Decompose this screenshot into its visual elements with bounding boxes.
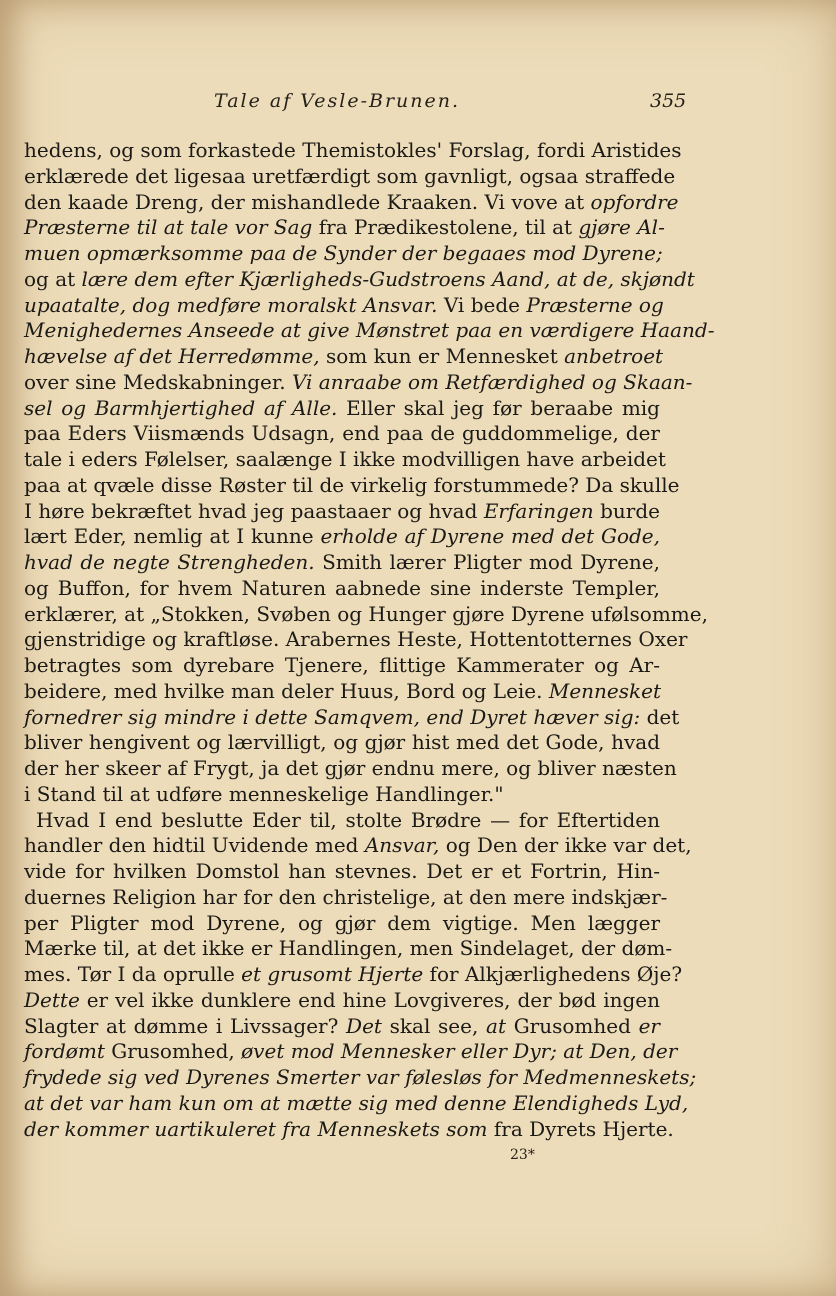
text-segment: paa Eders Viismænds Udsagn, end paa de guddommelige, der: [24, 421, 660, 446]
text-line: [24, 1039, 678, 1065]
text-segment: over sine Medskabninger.: [24, 369, 292, 394]
italic-text-segment: upaatalte, dog medføre moralskt Ansvar.: [24, 292, 438, 317]
text-line: [24, 266, 695, 293]
italic-text-segment: hvad de negte Strengheden.: [24, 550, 315, 574]
text-line: [24, 292, 664, 319]
page-header: [24, 90, 687, 118]
text-line: [24, 447, 666, 473]
text-segment: og at: [24, 266, 82, 291]
text-line: [24, 472, 680, 499]
text-segment: Grusomhed: [506, 1013, 639, 1038]
text-line: [24, 396, 660, 422]
text-segment: Smith lærer Pligter mod Dyrene,: [314, 550, 661, 574]
italic-text-segment: øvet mod Mennesker eller Dyr; at Den, der: [241, 1039, 678, 1064]
text-segment: vide for hvilken Domstol han stevnes. Det er et Fortrin, Hin-: [24, 859, 660, 883]
text-line: [24, 550, 660, 576]
text-segment: beidere, med hvilke man deler Huus, Bord og Leie.: [24, 678, 549, 703]
italic-text-segment: fordømt: [24, 1039, 105, 1064]
text-line: [24, 601, 708, 628]
text-segment: som kun er Mennesket: [319, 344, 565, 368]
text-line: [24, 1090, 689, 1117]
text-segment: lært Eder, nemlig at I kunne: [24, 524, 321, 549]
italic-text-segment: hævelse af det Herredømme,: [24, 344, 320, 368]
italic-text-segment: fornedrer sig mindre i dette Samqvem, end Dyret hæver sig:: [24, 704, 641, 729]
text-line: [24, 627, 688, 653]
text-line: [24, 756, 677, 782]
text-line: [24, 163, 676, 190]
text-segment: mes. Tør I da oprulle: [24, 962, 242, 986]
text-line: [24, 859, 660, 885]
text-segment: Grusomhed,: [104, 1039, 242, 1064]
text-segment: per Pligter mod Dyrene, og gjør dem vigtige. Men lægger: [24, 910, 660, 935]
text-segment: fra Prædikestolene, til at: [312, 215, 579, 240]
text-segment: skal see,: [381, 1013, 487, 1038]
text-segment: Hvad I end beslutte Eder til, stolte Brødre — for Eftertiden: [36, 807, 660, 832]
text-segment: hedens, og som forkastede Themistokles' Forslag, fordi Aristides: [24, 138, 682, 162]
text-segment: Vi bede: [437, 292, 527, 317]
body-text: [24, 138, 715, 1142]
text-segment: bliver hengivent og lærvilligt, og gjør hist med det Gode, hvad: [24, 730, 660, 755]
text-line: [24, 576, 660, 602]
italic-text-segment: Menighedernes Anseede at give Mønstret paa en værdigere Haand-: [24, 318, 715, 343]
italic-text-segment: gjøre Al-: [578, 215, 665, 240]
text-line: [24, 679, 660, 705]
text-segment: og Buffon, for hvem Naturen aabnede sine inderste Templer,: [24, 575, 660, 600]
text-line: [24, 884, 668, 911]
text-segment: er vel ikke dunklere end hine Lovgiveres, der bød ingen: [79, 987, 660, 1012]
italic-text-segment: lære dem efter Kjærligheds-Gudstroens Aand, at de, skjøndt: [81, 266, 695, 291]
text-line: [24, 911, 660, 937]
text-line: [24, 189, 679, 216]
text-segment: Eller skal jeg før beraabe mig: [337, 395, 660, 420]
text-segment: duernes Religion har for den christelige, at den mere indskjær-: [24, 884, 668, 909]
text-line: [24, 138, 682, 164]
text-line: [24, 962, 683, 988]
text-line: [24, 988, 660, 1014]
italic-text-segment: Ansvar,: [364, 833, 440, 858]
text-segment: og Den der ikke var det,: [439, 833, 692, 858]
text-segment: i Stand til at udføre menneskelige Handlinger.": [24, 781, 504, 806]
text-line: [24, 730, 660, 756]
text-segment: der her skeer af Frygt, ja det gjør endnu mere, og bliver næsten: [24, 756, 677, 780]
text-segment: den kaade Dreng, der mishandlede Kraaken. Vi vove at: [24, 189, 591, 214]
text-segment: for Alkjærlighedens Øje?: [423, 962, 683, 986]
italic-text-segment: Det: [346, 1013, 382, 1038]
text-line: [24, 241, 663, 267]
text-segment: tale i eders Følelser, saalænge I ikke modvilligen have arbeidet: [24, 447, 666, 471]
text-line: [24, 215, 665, 241]
italic-text-segment: at det var ham kun om at mætte sig med denne Elendigheds Lyd,: [24, 1090, 689, 1115]
italic-text-segment: der kommer uartikuleret fra Menneskets som: [24, 1116, 488, 1141]
italic-text-segment: Præsterne til at tale vor Sag: [24, 215, 313, 240]
italic-text-segment: er: [638, 1013, 660, 1038]
text-line: [24, 1116, 674, 1143]
text-line: [24, 524, 660, 550]
italic-text-segment: erholde af Dyrene med det Gode,: [320, 524, 660, 549]
text-line: [24, 318, 715, 344]
text-segment: gjenstridige og kraftløse. Arabernes Heste, Hottentotternes Oxer: [24, 627, 688, 652]
page-number: 355: [650, 90, 687, 112]
italic-text-segment: Dette: [24, 987, 80, 1012]
italic-text-segment: sel og Barmhjertighed af Alle.: [24, 395, 338, 420]
text-line: [24, 499, 660, 525]
text-line: [24, 704, 680, 731]
text-line: [24, 782, 660, 808]
text-segment: erklærer, at „Stokken, Svøben og Hunger gjøre Dyrene ufølsomme,: [24, 601, 708, 626]
italic-text-segment: at: [486, 1013, 506, 1038]
text-segment: fra Dyrets Hjerte.: [487, 1116, 674, 1141]
text-line: [24, 1014, 660, 1040]
italic-text-segment: Mennesket: [548, 678, 662, 703]
text-line: [24, 369, 693, 396]
text-segment: Slagter at dømme i Livssager?: [24, 1013, 347, 1038]
text-segment: Mærke til, at det ikke er Handlingen, men Sindelaget, der døm-: [24, 936, 673, 961]
italic-text-segment: frydede sig ved Dyrenes Smerter var følesløs for Medmenneskets;: [24, 1065, 697, 1089]
running-title: Tale af Vesle-Brunen.: [214, 90, 461, 112]
text-segment: paa at qvæle disse Røster til de virkelig forstummede? Da skulle: [24, 472, 680, 497]
italic-text-segment: Vi anraabe om Retfærdighed og Skaan-: [291, 369, 693, 394]
italic-text-segment: muen opmærksomme paa de Synder der begaaes mod Dyrene;: [24, 241, 663, 265]
text-line: [24, 344, 664, 370]
italic-text-segment: opfordre: [590, 189, 679, 214]
text-line: [24, 936, 673, 962]
text-segment: det: [640, 704, 680, 729]
text-segment: handler den hidtil Uvidende med: [24, 833, 365, 858]
italic-text-segment: et grusomt Hjerte: [241, 962, 424, 986]
text-line: [24, 808, 660, 834]
italic-text-segment: anbetroet: [564, 344, 664, 368]
italic-text-segment: Præsterne og: [526, 292, 664, 317]
signature-mark: 23*: [510, 1147, 535, 1163]
text-segment: I høre bekræftet hvad jeg paastaaer og hvad: [24, 498, 484, 523]
italic-text-segment: Erfaringen: [483, 498, 594, 523]
text-line: [24, 1065, 697, 1091]
text-line: [24, 653, 660, 679]
text-line: [24, 833, 692, 859]
text-line: [24, 421, 660, 447]
text-segment: erklærede det ligesaa uretfærdigt som gavnligt, ogsaa straffede: [24, 163, 676, 188]
text-segment: betragtes som dyrebare Tjenere, flittige Kammerater og Ar-: [24, 653, 660, 677]
text-segment: burde: [593, 498, 660, 523]
